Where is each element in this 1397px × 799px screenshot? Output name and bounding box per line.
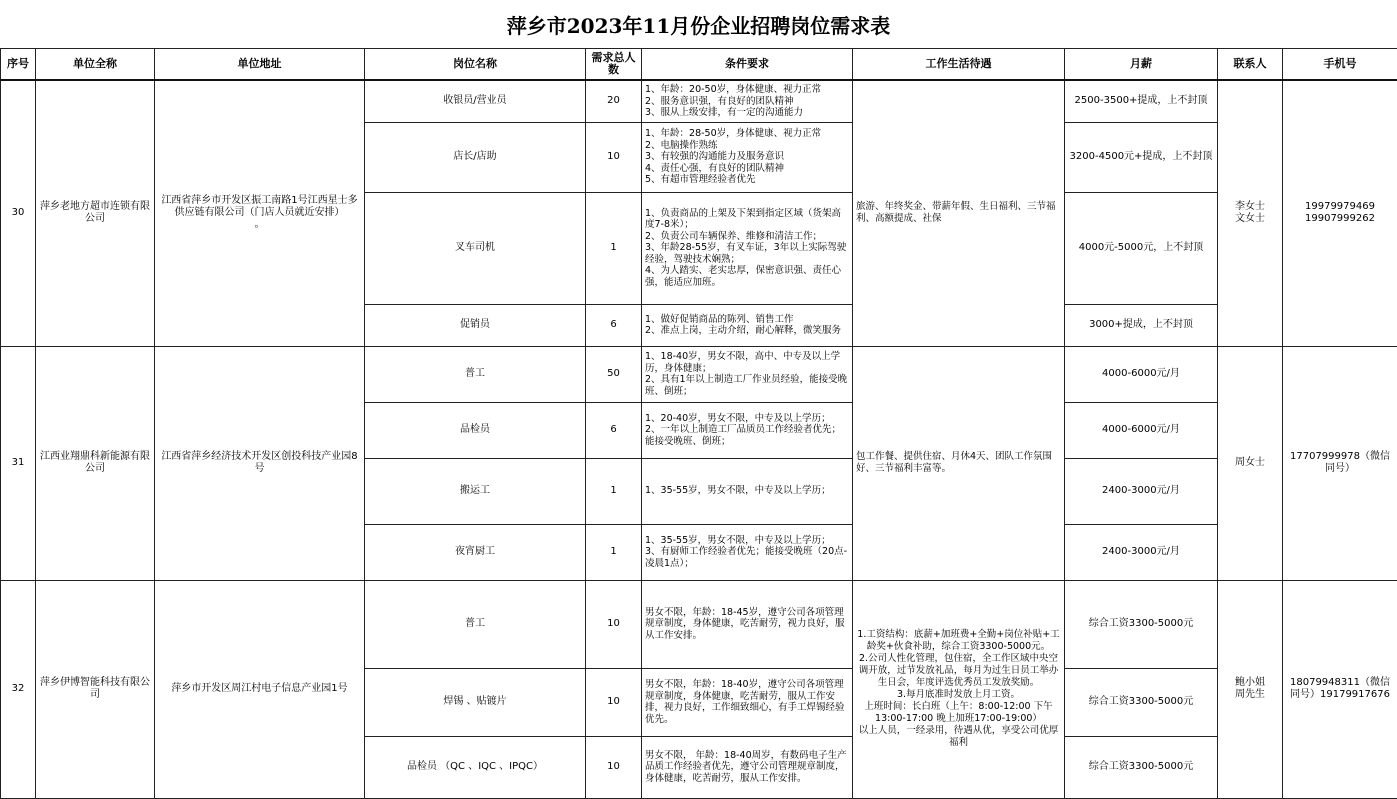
company-address: 江西省萍乡市开发区振工南路1号江西星士多供应链有限公司（门店人员就近安排） 。 [155,80,365,346]
salary: 4000-6000元/月 [1065,402,1218,458]
header-row [1,49,1397,81]
phone-number: 19979979469 19907999262 [1283,80,1397,346]
header-count: 需求总人数 [586,49,642,81]
position-count: 1 [586,192,642,304]
salary: 综合工资3300-5000元 [1065,668,1218,736]
company-name: 萍乡伊博智能科技有限公司 [36,580,155,798]
phone-number: 18079948311（微信同号）19179917676 [1283,580,1397,798]
company-address: 萍乡市开发区周江村电子信息产业园1号 [155,580,365,798]
position-count: 6 [586,304,642,346]
position-requirements: 1、35-55岁，男女不限，中专及以上学历； [642,458,853,524]
header-address: 单位地址 [155,49,365,81]
contact-person: 鲍小姐 周先生 [1218,580,1283,798]
position-requirements: 1、20-40岁，男女不限，中专及以上学历； 2、一年以上制造工厂品质员工作经验者优先；能接受晚班、倒班； [642,402,853,458]
header-requirements: 条件要求 [642,49,853,81]
position-name: 店长/店助 [365,122,586,192]
table-row [1,580,1397,668]
company-name: 江西业翔鼎科新能源有限公司 [36,346,155,580]
position-name: 促销员 [365,304,586,346]
position-name: 收银员/营业员 [365,80,586,122]
row-number: 32 [1,580,36,798]
position-requirements: 1、做好促销商品的陈列、销售工作 2、准点上岗，主动介绍，耐心解释，微笑服务 [642,304,853,346]
position-count: 20 [586,80,642,122]
position-count: 50 [586,346,642,402]
salary: 2400-3000元/月 [1065,524,1218,580]
position-count: 1 [586,524,642,580]
position-name: 叉车司机 [365,192,586,304]
position-count: 1 [586,458,642,524]
position-requirements: 男女不限，年龄：18-45岁，遵守公司各项管理规章制度，身体健康，吃苦耐劳，视力良好，服从工作安排。 [642,580,853,668]
contact-person: 周女士 [1218,346,1283,580]
salary: 3200-4500元+提成，上不封顶 [1065,122,1218,192]
position-name: 品检员 [365,402,586,458]
table-row [1,80,1397,122]
position-requirements: 1、35-55岁，男女不限，中专及以上学历； 3、有厨师工作经验者优先；能接受晚班（20点-凌晨1点）； [642,524,853,580]
row-number: 30 [1,80,36,346]
position-requirements: 1、18-40岁，男女不限，高中、中专及以上学历，身体健康； 2、具有1年以上制造工厂作业员经验，能接受晚班、倒班； [642,346,853,402]
header-no: 序号 [1,49,36,81]
position-requirements: 男女不限， 年龄：18-40周岁，有数码电子生产品质工作经验者优先，遵守公司管理规章制度，身体健康，吃苦耐劳，服从工作安排。 [642,736,853,798]
company-address: 江西省萍乡经济技术开发区创投科技产业园8号 [155,346,365,580]
salary: 3000+提成，上不封顶 [1065,304,1218,346]
position-name: 焊锡 、贴镀片 [365,668,586,736]
salary: 4000-6000元/月 [1065,346,1218,402]
position-requirements: 1、负责商品的上架及下架到指定区域（货架高度7-8米）； 2、负责公司车辆保养、维修和清洁工作； 3、年龄28-55岁，有叉车证，3年以上实际驾驶经验，驾驶技术娴熟； 4、为人踏实、老实忠厚，保密意识强、责任心强，能适应加班。 [642,192,853,304]
benefits: 旅游、年终奖金、带薪年假、生日福利、三节福利、高额提成、社保 [853,80,1065,346]
salary: 综合工资3300-5000元 [1065,736,1218,798]
header-company: 单位全称 [36,49,155,81]
header-position: 岗位名称 [365,49,586,81]
recruitment-table [0,48,1397,799]
position-name: 搬运工 [365,458,586,524]
salary: 综合工资3300-5000元 [1065,580,1218,668]
contact-person: 李女士 文女士 [1218,80,1283,346]
header-salary: 月薪 [1065,49,1218,81]
position-name: 品检员 （QC 、IQC 、IPQC） [365,736,586,798]
salary: 4000元-5000元，上不封顶 [1065,192,1218,304]
position-name: 夜宵厨工 [365,524,586,580]
position-count: 10 [586,580,642,668]
position-count: 10 [586,668,642,736]
position-requirements: 1、年龄：28-50岁，身体健康、视力正常 2、电脑操作熟练 3、有较强的沟通能力及服务意识 4、责任心强，有良好的团队精神 5、有超市管理经验者优先 [642,122,853,192]
benefits: 包工作餐、提供住宿、月休4天、团队工作氛围好、三节福利丰富等。 [853,346,1065,580]
header-contact: 联系人 [1218,49,1283,81]
position-count: 6 [586,402,642,458]
header-phone: 手机号 [1283,49,1397,81]
position-count: 10 [586,736,642,798]
company-name: 萍乡老地方超市连锁有限公司 [36,80,155,346]
table-row [1,346,1397,402]
benefits: 1.工资结构：底薪+加班费+全勤+岗位补贴+工龄奖+伙食补助，综合工资3300-5000元。 2.公司人性化管理，包住宿，全工作区域中央空调开放，过节发放礼品，每月为过生日员工举办生日会，年度评选优秀员工发放奖励。 3.每月底准时发放上月工资。 上班时间：长白班（上午：8:00-12:00 下午13:00-17:00 晚上加班17:00-19:00） 以上人员，一经录用，待遇从优，享受公司优厚福利 [853,580,1065,798]
salary: 2500-3500+提成，上不封顶 [1065,80,1218,122]
page-title: 萍乡市2023年11月份企业招聘岗位需求表 [0,0,1397,48]
position-requirements: 男女不限，年龄：18-40岁，遵守公司各项管理规章制度，身体健康，吃苦耐劳，服从工作安排，视力良好，工作细致细心，有手工焊锡经验优先。 [642,668,853,736]
position-requirements: 1、年龄：20-50岁，身体健康、视力正常 2、服务意识强，有良好的团队精神 3、服从上级安排，有一定的沟通能力 [642,80,853,122]
salary: 2400-3000元/月 [1065,458,1218,524]
position-count: 10 [586,122,642,192]
phone-number: 17707999978（微信同号） [1283,346,1397,580]
position-name: 普工 [365,580,586,668]
position-name: 普工 [365,346,586,402]
header-benefits: 工作生活待遇 [853,49,1065,81]
row-number: 31 [1,346,36,580]
